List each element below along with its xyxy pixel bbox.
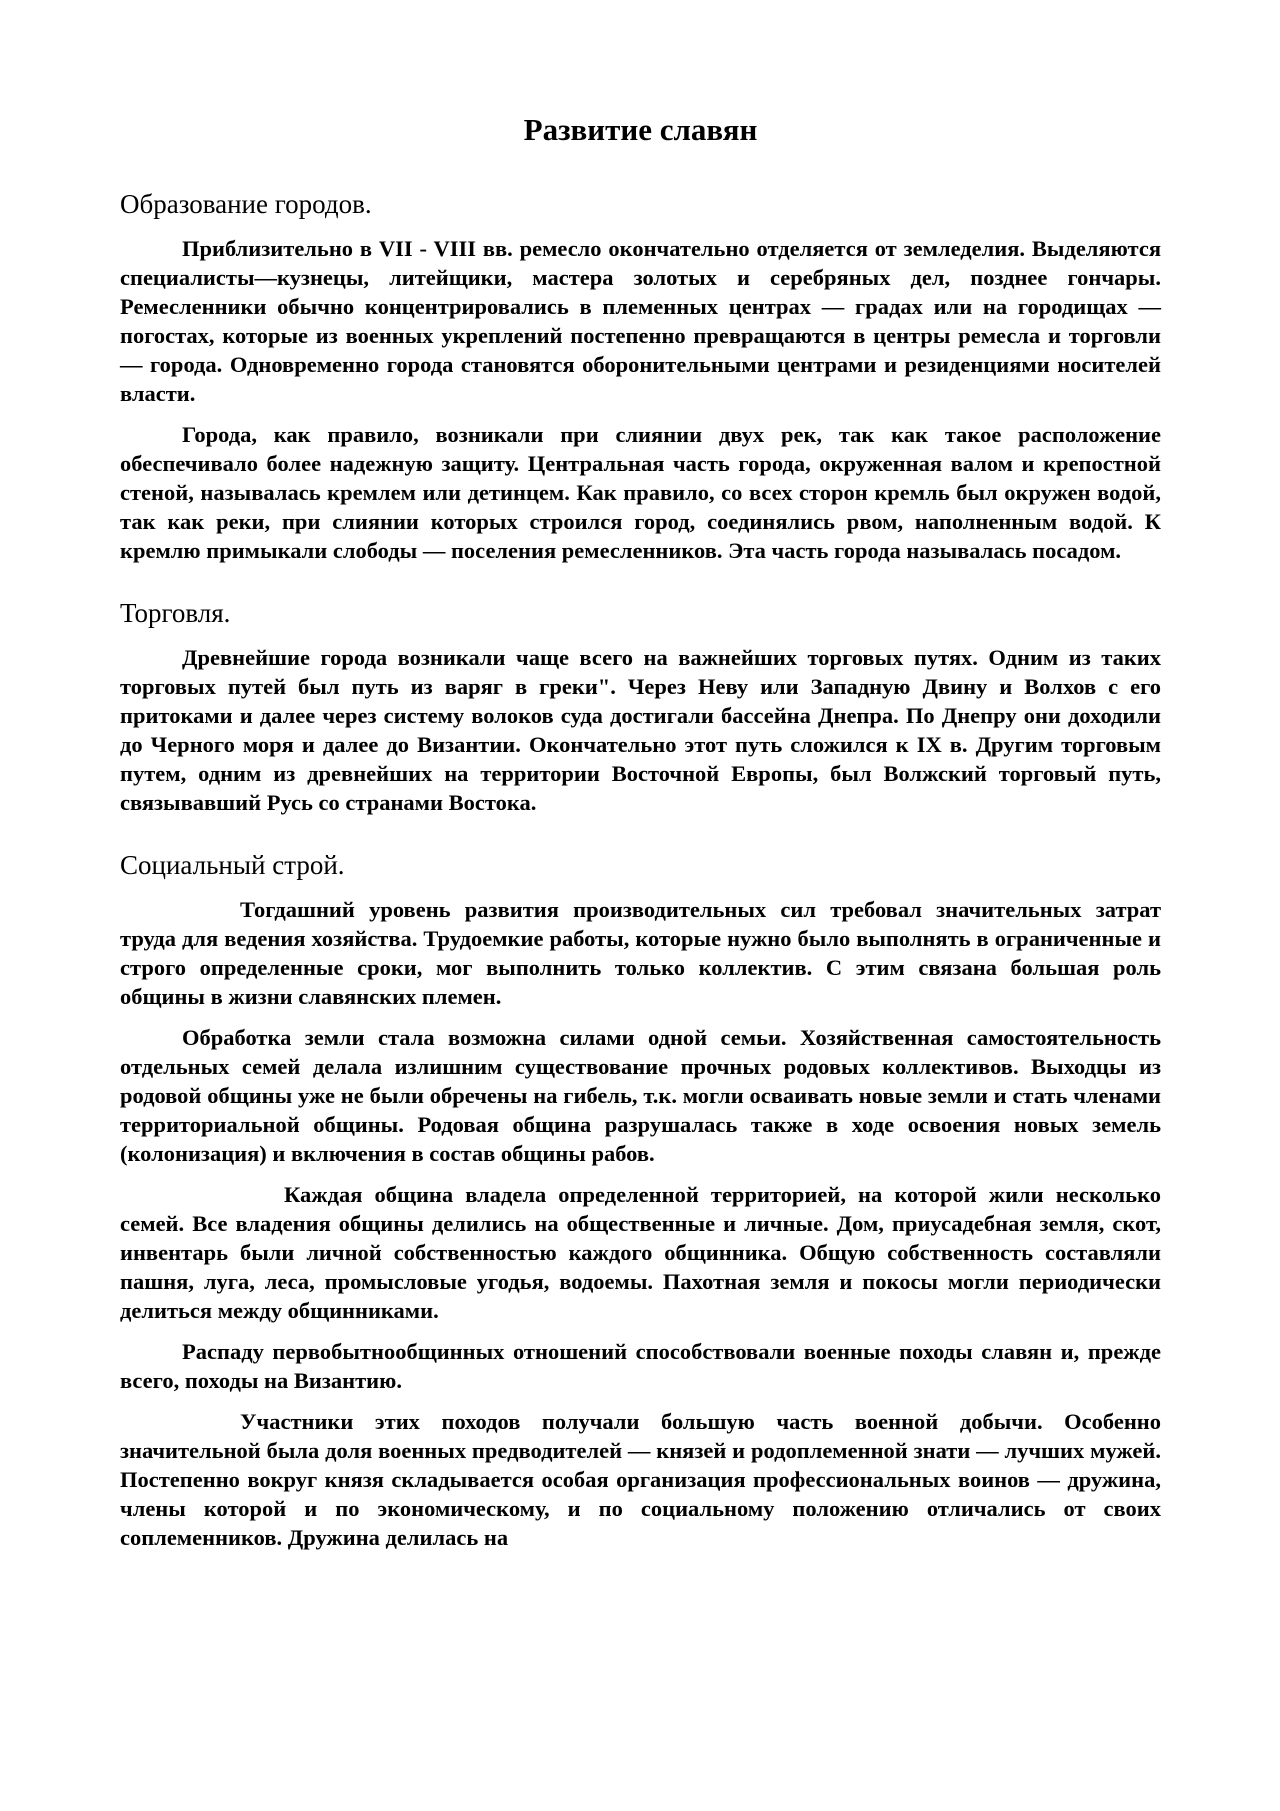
document-page bbox=[120, 112, 1161, 1564]
paragraph: Тогдашний уровень развития производительных сил требовал значительных затрат труда для ведения хозяйства. Трудоемкие работы, которые нужно было выполнять в ограниченные и строго определенные сроки, мог выполнить только коллектив. С этим связана большая роль общины в жизни славянских племен. bbox=[120, 897, 1161, 1009]
section-heading: Социальный строй. bbox=[120, 850, 345, 880]
section-heading: Образование городов. bbox=[120, 189, 372, 219]
section-cities bbox=[120, 188, 1161, 565]
paragraph: Каждая община владела определенной территорией, на которой жили несколько семей. Все владения общины делились на общественные и личные. Дом, приусадебная земля, скот, инвентарь были личной собственностью каждого общинника. Общую собственность составляли пашня, луга, леса, промысловые угодья, водоемы. Пахотная земля и покосы могли периодически делиться между общинниками. bbox=[120, 1182, 1161, 1323]
paragraph: Участники этих походов получали большую часть военной добычи. Особенно значительной была доля военных предводителей — князей и родоплеменной знати — лучших мужей. Постепенно вокруг князя складывается особая организация профессиональных воинов — дружина, члены которой и по экономическому, и по социальному положению отличались от своих соплеменников. Дружина делилась на bbox=[120, 1409, 1161, 1550]
paragraph: Приблизительно в VII - VIII вв. ремесло окончательно отделяется от земледелия. Выделяются специалисты—кузнецы, литейщики, мастера золотых и серебряных дел, позднее гончары. Ремесленники обычно концентрировались в племенных центрах — градах или на городищах — погостах, которые из военных укреплений постепенно превращаются в центры ремесла и торговли — города. Одновременно города становятся оборонительными центрами и резиденциями носителей власти. bbox=[120, 236, 1161, 406]
section-heading: Торговля. bbox=[120, 598, 231, 628]
document-title: Развитие славян bbox=[523, 112, 758, 147]
paragraph: Древнейшие города возникали чаще всего на важнейших торговых путях. Одним из таких торговых путей был путь из варяг в греки". Через Неву или Западную Двину и Волхов с его притоками и далее через систему волоков суда достигали бассейна Днепра. По Днепру они доходили до Черного моря и далее до Византии. Окончательно этот путь сложился к IX в. Другим торговым путем, одним из древнейших на территории Восточной Европы, был Волжский торговый путь, связывавший Русь со странами Востока. bbox=[120, 645, 1161, 815]
paragraph: Обработка земли стала возможна силами одной семьи. Хозяйственная самостоятельность отдельных семей делала излишним существование прочных родовых коллективов. Выходцы из родовой общины уже не были обречены на гибель, т.к. могли осваивать новые земли и стать членами территориальной общины. Родовая община разрушалась также в ходе освоения новых земель (колонизация) и включения в состав общины рабов. bbox=[120, 1025, 1161, 1166]
section-social-structure bbox=[120, 849, 1161, 1552]
section-trade bbox=[120, 597, 1161, 817]
paragraph: Города, как правило, возникали при слиянии двух рек, так как такое расположение обеспечивало более надежную защиту. Центральная часть города, окруженная валом и крепостной стеной, называлась кремлем или детинцем. Как правило, со всех сторон кремль был окружен водой, так как реки, при слиянии которых строился город, соединялись рвом, наполненным водой. К кремлю примыкали слободы — поселения ремесленников. Эта часть города называлась посадом. bbox=[120, 422, 1161, 563]
paragraph: Распаду первобытнообщинных отношений способствовали военные походы славян и, прежде всего, походы на Византию. bbox=[120, 1339, 1161, 1393]
